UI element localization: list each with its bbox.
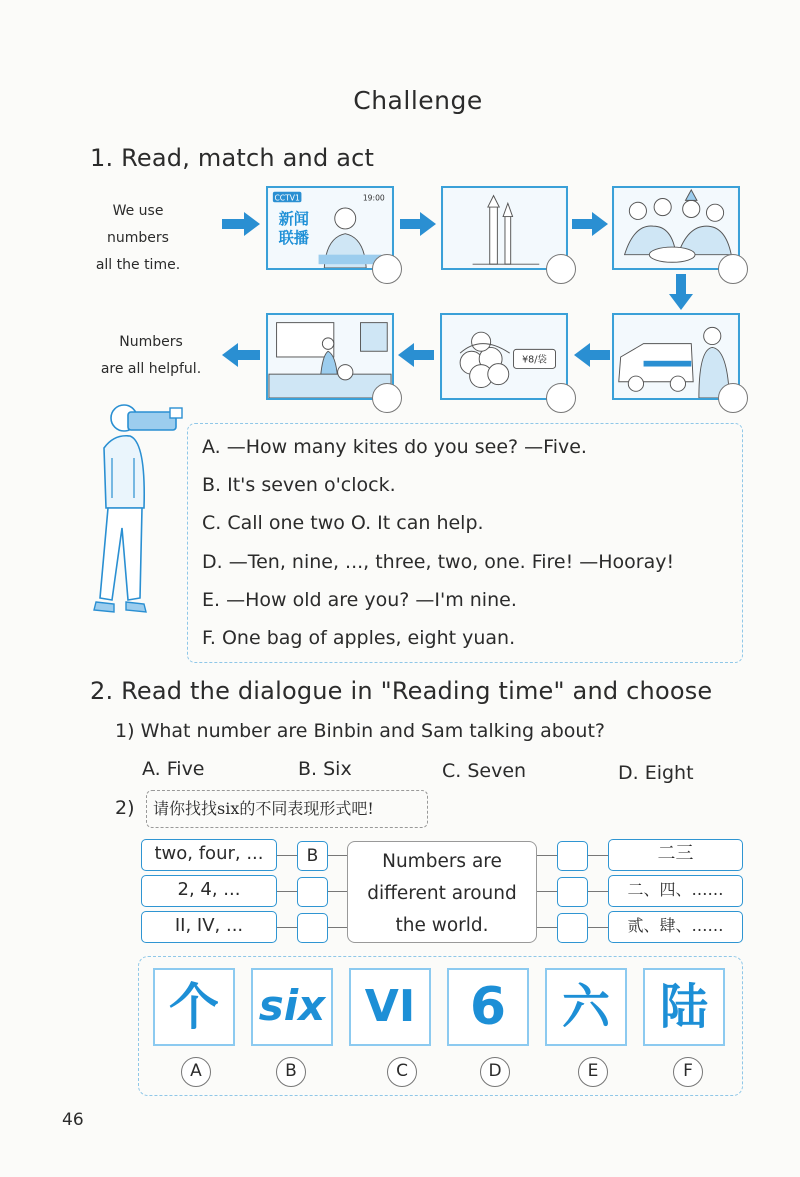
tile-glyph: 陆: [659, 979, 708, 1035]
start-text-line: We use numbers: [107, 203, 169, 246]
connector-line: [328, 855, 347, 856]
cameraman-illustration: [84, 398, 184, 620]
choice-b[interactable]: B. Six: [298, 758, 352, 780]
option-f: [202, 627, 515, 649]
option-label: B.: [202, 474, 222, 496]
question-2-number: 2): [115, 797, 135, 819]
page-title: Challenge: [353, 86, 483, 115]
option-d: [202, 551, 674, 573]
birthday-picture: [612, 186, 740, 270]
rocket-picture: [441, 186, 568, 270]
price-tag: ¥8/袋: [522, 354, 547, 366]
connector-line: [328, 927, 347, 928]
classroom-picture: [266, 313, 394, 400]
connector-line: [277, 891, 297, 892]
option-b: [202, 474, 396, 496]
option-text: Call one two O. It can help.: [227, 512, 484, 534]
news-text-2: 联播: [278, 229, 310, 248]
connector-line: [277, 927, 297, 928]
start-text: [82, 198, 194, 279]
choice-c[interactable]: C. Seven: [442, 760, 527, 782]
option-text: One bag of apples, eight yuan.: [221, 627, 516, 649]
option-e: [202, 589, 517, 611]
answer-box[interactable]: [297, 913, 328, 943]
answer-box[interactable]: [557, 877, 588, 907]
option-c: [202, 512, 484, 534]
end-text-line: are all helpful.: [100, 361, 202, 377]
section2-title: 2. Read the dialogue in "Reading time" and choose: [90, 677, 713, 705]
arrow-right-icon: [400, 210, 436, 238]
news-logo: CCTV1: [274, 193, 300, 203]
tile-letter-a: A: [181, 1057, 211, 1087]
option-label: A.: [202, 436, 221, 458]
end-text: [86, 329, 216, 383]
tile-letter-d: D: [480, 1057, 510, 1087]
tile-e: [545, 968, 627, 1046]
connector-line: [537, 927, 557, 928]
right-item-formal-chinese: 贰、肆、……: [608, 911, 743, 943]
answer-circle[interactable]: [546, 383, 576, 413]
connector-line: [328, 891, 347, 892]
tile-f: [643, 968, 725, 1046]
connector-line: [588, 891, 608, 892]
arrow-left-icon: [574, 341, 610, 369]
option-text: —Ten, nine, ..., three, two, one. Fire! —Hooray!: [228, 551, 675, 573]
center-line: Numbers are: [382, 851, 502, 872]
answer-circle[interactable]: [372, 383, 402, 413]
arrow-left-icon: [222, 341, 260, 369]
question-1: [115, 720, 605, 742]
option-label: C.: [202, 512, 222, 534]
tile-glyph: 六: [561, 979, 610, 1035]
connector-line: [588, 927, 608, 928]
start-text-line: all the time.: [95, 257, 181, 273]
connector-line: [588, 855, 608, 856]
left-item-words: two, four, ...: [141, 839, 277, 871]
option-label: F.: [202, 627, 216, 649]
tile-glyph: VI: [364, 981, 416, 1032]
left-item-roman: II, IV, ...: [141, 911, 277, 943]
answer-circle[interactable]: [718, 383, 748, 413]
news-picture: [266, 186, 394, 270]
answer-circle[interactable]: [546, 254, 576, 284]
tile-a: [153, 968, 235, 1046]
center-line: the world.: [395, 915, 489, 936]
news-text-1: 新闻: [278, 210, 310, 229]
option-a: [202, 436, 587, 458]
end-text-line: Numbers: [119, 334, 183, 350]
answer-circle[interactable]: [372, 254, 402, 284]
option-label: D.: [202, 551, 223, 573]
option-text: It's seven o'clock.: [227, 474, 396, 496]
answer-circle[interactable]: [718, 254, 748, 284]
option-text: —How many kites do you see? —Five.: [226, 436, 587, 458]
ambulance-picture: [612, 313, 740, 400]
option-label: E.: [202, 589, 221, 611]
connector-line: [537, 891, 557, 892]
right-item-chinese: 二、四、……: [608, 875, 743, 907]
arrow-right-icon: [222, 210, 260, 238]
tile-glyph: 6: [469, 977, 507, 1037]
apples-picture: [440, 313, 568, 400]
arrow-right-icon: [572, 210, 608, 238]
page-number: 46: [62, 1110, 84, 1130]
center-statement: [347, 841, 537, 943]
section1-title: 1. Read, match and act: [90, 144, 375, 172]
center-line: different around: [367, 883, 517, 904]
left-item-digits: 2, 4, ...: [141, 875, 277, 907]
tile-b: [251, 968, 333, 1046]
tile-glyph: six: [258, 981, 326, 1030]
right-item-rods: 二三: [608, 839, 743, 871]
answer-box[interactable]: [297, 877, 328, 907]
answer-box[interactable]: B: [297, 841, 328, 871]
tile-glyph: 个: [169, 978, 219, 1036]
tile-letter-b: B: [276, 1057, 306, 1087]
arrow-left-icon: [398, 341, 434, 369]
hint-box: 请你找找six的不同表现形式吧!: [146, 790, 428, 828]
tile-c: [349, 968, 431, 1046]
news-time: 19:00: [362, 193, 385, 203]
question-text: What number are Binbin and Sam talking about?: [140, 720, 605, 742]
connector-line: [537, 855, 557, 856]
connector-line: [277, 855, 297, 856]
question-number: 1): [115, 720, 135, 742]
option-text: —How old are you? —I'm nine.: [226, 589, 517, 611]
tile-d: [447, 968, 529, 1046]
arrow-down-icon: [667, 274, 695, 310]
tile-letter-c: C: [387, 1057, 417, 1087]
answer-box[interactable]: [557, 841, 588, 871]
choice-a[interactable]: A. Five: [142, 758, 205, 780]
choice-d[interactable]: D. Eight: [618, 762, 694, 784]
tile-letter-f: F: [673, 1057, 703, 1087]
answer-box[interactable]: [557, 913, 588, 943]
tile-letter-e: E: [578, 1057, 608, 1087]
